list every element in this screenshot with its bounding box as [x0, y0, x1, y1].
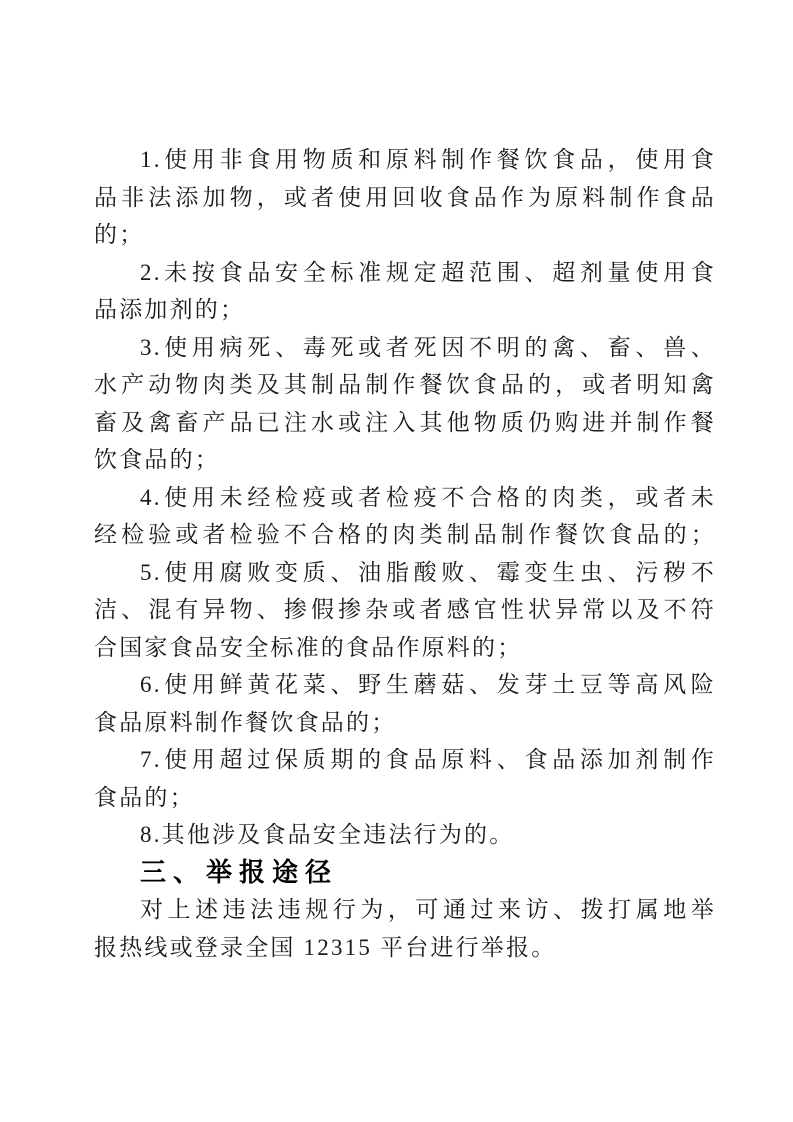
- text-line: 食品原料制作餐饮食品的；: [94, 709, 397, 735]
- paragraph-2: [94, 254, 716, 329]
- text-line: 报热线或登录全国 12315 平台进行举报。: [94, 934, 557, 960]
- text-line: 对上述违法违规行为，可通过来访、拨打属地举: [140, 897, 716, 922]
- text-line: 4.使用未经检疫或者检疫不合格的肉类，或者未: [140, 484, 716, 510]
- text-line: 饮食品的；: [94, 447, 220, 472]
- text-line: 6.使用鲜黄花菜、野生蘑菇、发芽土豆等高风险: [140, 672, 716, 697]
- text-line: 品非法添加物，或者使用回收食品作为原料制作食品: [94, 184, 716, 210]
- text-line: 3.使用病死、毒死或者死因不明的禽、畜、兽、: [140, 334, 716, 360]
- text-line: 洁、混有异物、掺假掺杂或者感官性状异常以及不符: [94, 597, 716, 622]
- text-line: 品添加剂的；: [94, 297, 246, 322]
- text-line: 食品的；: [94, 784, 195, 810]
- text-line: 8.其他涉及食品安全违法行为的。: [140, 822, 515, 847]
- paragraph-7: [94, 741, 716, 816]
- paragraph-3: [94, 329, 716, 479]
- paragraph-reporting: [94, 891, 716, 966]
- text-line: 的；: [94, 222, 145, 247]
- text-line: 7.使用超过保质期的食品原料、食品添加剂制作: [140, 747, 716, 772]
- paragraph-4: [94, 479, 716, 554]
- text-line: 1.使用非食用物质和原料制作餐饮食品，使用食: [140, 147, 716, 172]
- text-line: 畜及禽畜产品已注水或注入其他物质仍购进并制作餐: [94, 409, 716, 435]
- paragraph-6: [94, 666, 716, 741]
- text-line: 合国家食品安全标准的食品作原料的；: [94, 634, 523, 660]
- text-line: 水产动物肉类及其制品制作餐饮食品的，或者明知禽: [94, 372, 716, 397]
- paragraph-1: [94, 141, 716, 254]
- text-line: 经检验或者检验不合格的肉类制品制作餐饮食品的；: [94, 522, 716, 547]
- text-line: 2.未按食品安全标准规定超范围、超剂量使用食: [140, 259, 716, 285]
- text-line: 5.使用腐败变质、油脂酸败、霉变生虫、污秽不: [140, 559, 716, 585]
- section-heading: 三、举报途径: [140, 856, 339, 887]
- paragraph-8: [94, 816, 716, 854]
- paragraph-5: [94, 554, 716, 667]
